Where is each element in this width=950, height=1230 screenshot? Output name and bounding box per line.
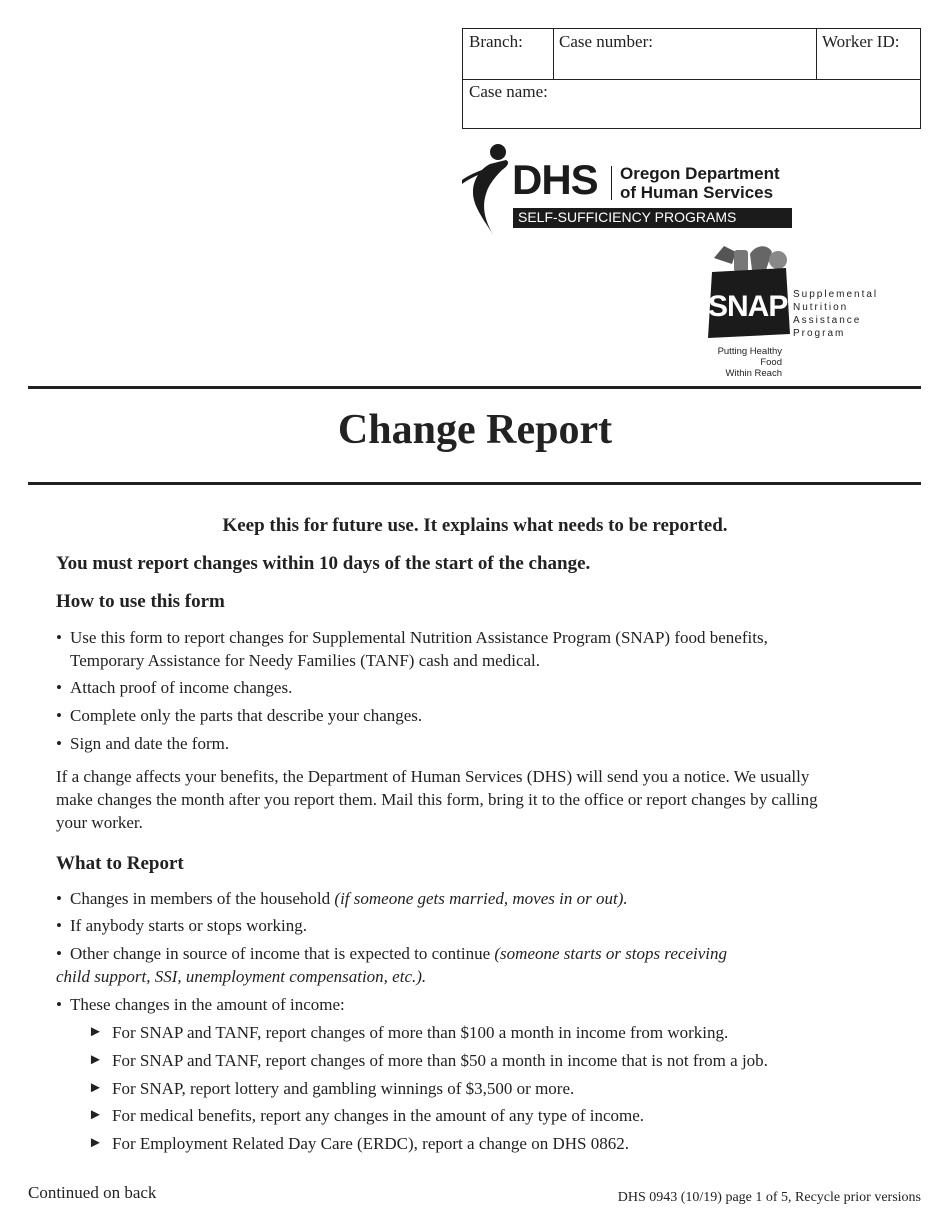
logo-divider bbox=[611, 166, 612, 200]
list-item-text: These changes in the amount of income: bbox=[70, 995, 345, 1014]
bullet-icon: • bbox=[56, 628, 62, 647]
dhs-acronym: DHS bbox=[512, 156, 598, 203]
sub-list-item-text: For SNAP, report lottery and gambling winnings of $3,500 or more. bbox=[112, 1079, 575, 1098]
list-item-text: Sign and date the form. bbox=[70, 734, 230, 753]
keep-note: Keep this for future use. It explains what needs to be reported. bbox=[222, 515, 728, 536]
what-to-report-heading: What to Report bbox=[56, 853, 184, 874]
bullet-icon: • bbox=[56, 916, 62, 935]
bullet-icon: • bbox=[56, 734, 62, 753]
snap-tagline bbox=[696, 346, 782, 379]
how-to-heading: How to use this form bbox=[56, 591, 225, 612]
case-number-label: Case number: bbox=[559, 32, 653, 51]
list-item-main: Changes in members of the household bbox=[70, 889, 335, 908]
programs-banner: SELF-SUFFICIENCY PROGRAMS bbox=[513, 208, 792, 228]
snap-side-line: Program bbox=[793, 328, 846, 339]
sub-list-item-text: For SNAP and TANF, report changes of more than $50 a month in income that is not from a job. bbox=[112, 1051, 768, 1070]
dhs-logo bbox=[460, 140, 800, 240]
snap-side-line: Assistance bbox=[793, 315, 862, 326]
form-id: DHS 0943 (10/19) page 1 of 5, Recycle prior versions bbox=[617, 1190, 921, 1205]
dhs-name-line2: of Human Services bbox=[620, 183, 774, 202]
bullet-icon: • bbox=[56, 995, 62, 1014]
case-info-box bbox=[462, 28, 921, 129]
worker-id-label: Worker ID: bbox=[822, 32, 900, 51]
snap-side-line: Nutrition bbox=[793, 302, 849, 313]
paragraph-line: If a change affects your benefits, the Department of Human Services (DHS) will send you a notice. We usually bbox=[56, 767, 810, 786]
list-item-text: Complete only the parts that describe your changes. bbox=[70, 706, 423, 725]
snap-logo bbox=[696, 242, 879, 379]
branch-label: Branch: bbox=[469, 32, 523, 51]
page-title: Change Report bbox=[337, 407, 613, 453]
bullet-icon: • bbox=[56, 706, 62, 725]
bottom-rule bbox=[28, 482, 921, 485]
snap-side-text bbox=[793, 288, 878, 340]
case-name-label: Case name: bbox=[469, 82, 548, 101]
sub-list-item-text: For Employment Related Day Care (ERDC), report a change on DHS 0862. bbox=[112, 1134, 629, 1153]
notice-paragraph bbox=[56, 765, 818, 834]
bullet-icon: • bbox=[56, 944, 62, 963]
snap-word: SNAP bbox=[708, 290, 788, 323]
list-item-note: (if someone gets married, moves in or out). bbox=[334, 889, 628, 908]
arrow-icon: ► bbox=[88, 1107, 103, 1123]
continued-note: Continued on back bbox=[28, 1183, 157, 1202]
snap-tagline-line2: Within Reach bbox=[725, 368, 782, 379]
bullet-icon: • bbox=[56, 889, 62, 908]
list-item-note: (someone starts or stops receiving bbox=[494, 944, 728, 963]
must-report-note: You must report changes within 10 days of the start of the change. bbox=[56, 553, 591, 574]
dhs-name-line1: Oregon Department bbox=[620, 164, 780, 183]
bullet-icon: • bbox=[56, 678, 62, 697]
list-item-text: Temporary Assistance for Needy Families (TANF) cash and medical. bbox=[70, 651, 541, 670]
arrow-icon: ► bbox=[88, 1135, 103, 1151]
list-item-main: Other change in source of income that is expected to continue bbox=[70, 944, 495, 963]
sub-list-item-text: For medical benefits, report any changes in the amount of any type of income. bbox=[112, 1106, 645, 1125]
list-item-text: Attach proof of income changes. bbox=[70, 678, 293, 697]
list-item-note: child support, SSI, unemployment compensation, etc.). bbox=[56, 967, 427, 986]
paragraph-line: make changes the month after you report them. Mail this form, bring it to the office or report changes by calling bbox=[56, 790, 818, 809]
dhs-figure-icon bbox=[460, 140, 512, 238]
paragraph-line: your worker. bbox=[56, 813, 143, 832]
sub-list-item-text: For SNAP and TANF, report changes of more than $100 a month in income from working. bbox=[112, 1023, 729, 1042]
arrow-icon: ► bbox=[88, 1080, 103, 1096]
snap-tagline-line1: Putting Healthy Food bbox=[717, 346, 782, 368]
list-item-text: If anybody starts or stops working. bbox=[70, 916, 308, 935]
top-rule bbox=[28, 386, 921, 389]
list-item-text bbox=[70, 887, 628, 910]
list-item-text: Use this form to report changes for Supplemental Nutrition Assistance Program (SNAP) food benefits, bbox=[70, 628, 768, 647]
arrow-icon: ► bbox=[88, 1052, 103, 1068]
list-item-text bbox=[70, 942, 727, 965]
snap-side-line: Supplemental bbox=[793, 289, 879, 300]
arrow-icon: ► bbox=[88, 1024, 103, 1040]
